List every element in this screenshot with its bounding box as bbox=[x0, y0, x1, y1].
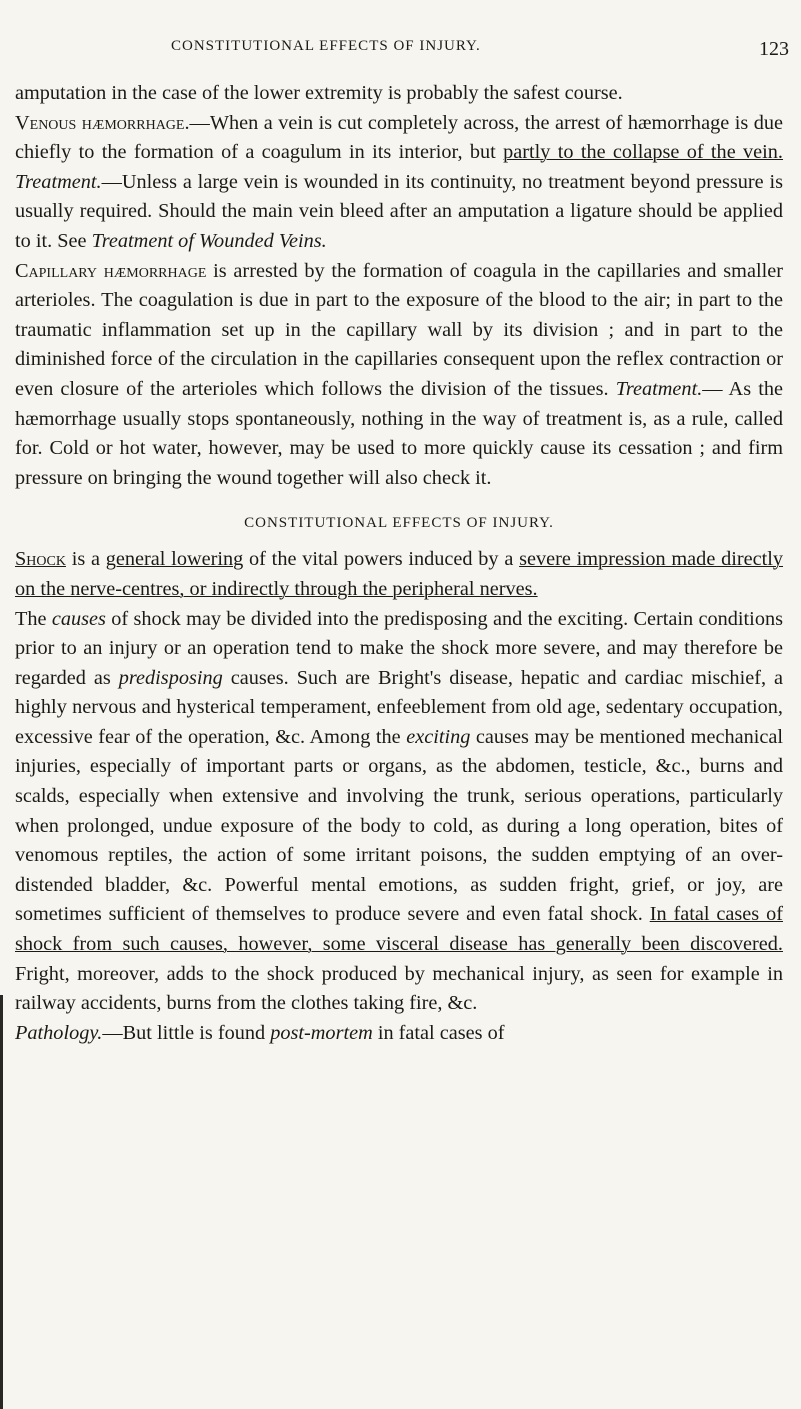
shock-heading: Shock bbox=[15, 548, 66, 571]
venous-haemorrhage-heading: Venous hæmorrhage. bbox=[15, 111, 190, 134]
section-heading: CONSTITUTIONAL EFFECTS OF INJURY. bbox=[244, 515, 554, 532]
paragraph-causes: The causes of shock may be divided into the predisposing and the exciting. Certain conditions prior to an injury or an operation tend to make the shock more severe, and may therefore be regarded as predisposing causes. Such are Bright's disease, hepatic and cardiac mischief, a highly nervous and hysterical temperament, enfeeblement from old age, sedentary occupation, excessive fear of the operation, &c. Among the exciting causes may be mentioned mechanical injuries, especially of important parts or organs, as the abdomen, testicle, &c., burns and scalds, especially when extensive and involving the trunk, serious operations, particularly when prolonged, undue exposure of the body to cold, as during a long operation, bites of venomous reptiles, the action of some irritant poisons, the sudden emptying of an over-distended bladder, &c. Powerful mental emotions, as sudden fright, grief, or joy, are sometimes sufficient of themselves to produce severe and even fatal shock. In fatal cases of shock from such causes, however, some visceral disease has generally been discovered. Fright, moreover, adds to the shock produced by mechanical injury, as seen for example in railway accidents, burns from the clothes taking fire, &c. bbox=[15, 607, 783, 1015]
capillary-haemorrhage-heading: Capillary hæmorrhage bbox=[15, 259, 207, 282]
body-text bbox=[15, 79, 783, 1048]
page-number: 123 bbox=[759, 38, 789, 60]
margin-line bbox=[0, 995, 3, 1409]
running-head bbox=[0, 38, 801, 62]
running-title: CONSTITUTIONAL EFFECTS OF INJURY. bbox=[171, 38, 481, 54]
pathology-heading: Pathology. bbox=[15, 1021, 103, 1044]
paragraph-capillary-haemorrhage: Capillary hæmorrhage is arrested by the formation of coagula in the capillaries and smaller arterioles. The coagulation is due in part to the exposure of the blood to the air; in part to the traumatic inflammation set up in the capillary wall by its division ; and in part to the diminished force of the circulation in the capillaries consequent upon the reflex contraction or even closure of the arterioles which follows the division of the tissues. Treatment.— As the hæmorrhage usually stops spontaneously, nothing in the way of treatment is, as a rule, called for. Cold or hot water, however, may be used to more quickly cause its cessation ; and firm pressure on bringing the wound together will also check it. bbox=[15, 259, 783, 489]
paragraph-venous-haemorrhage: Venous hæmorrhage.—When a vein is cut completely across, the arrest of hæmorrhage is due chiefly to the formation of a coagulum in its interior, but partly to the collapse of the vein. Treatment.—Unless a large vein is wounded in its continuity, no treatment beyond pressure is usually required. Should the main vein bleed after an amputation a ligature should be applied to it. See Treatment of Wounded Veins. bbox=[15, 111, 784, 252]
paragraph-shock: Shock is a general lowering of the vital powers induced by a severe impression made directly on the nerve-centres, or indirectly through the peripheral nerves. bbox=[15, 548, 784, 600]
paragraph-amputation: amputation in the case of the lower extremity is probably the safest course. bbox=[15, 82, 623, 104]
paragraph-pathology: Pathology.—But little is found post-mortem in fatal cases of bbox=[15, 1021, 505, 1044]
